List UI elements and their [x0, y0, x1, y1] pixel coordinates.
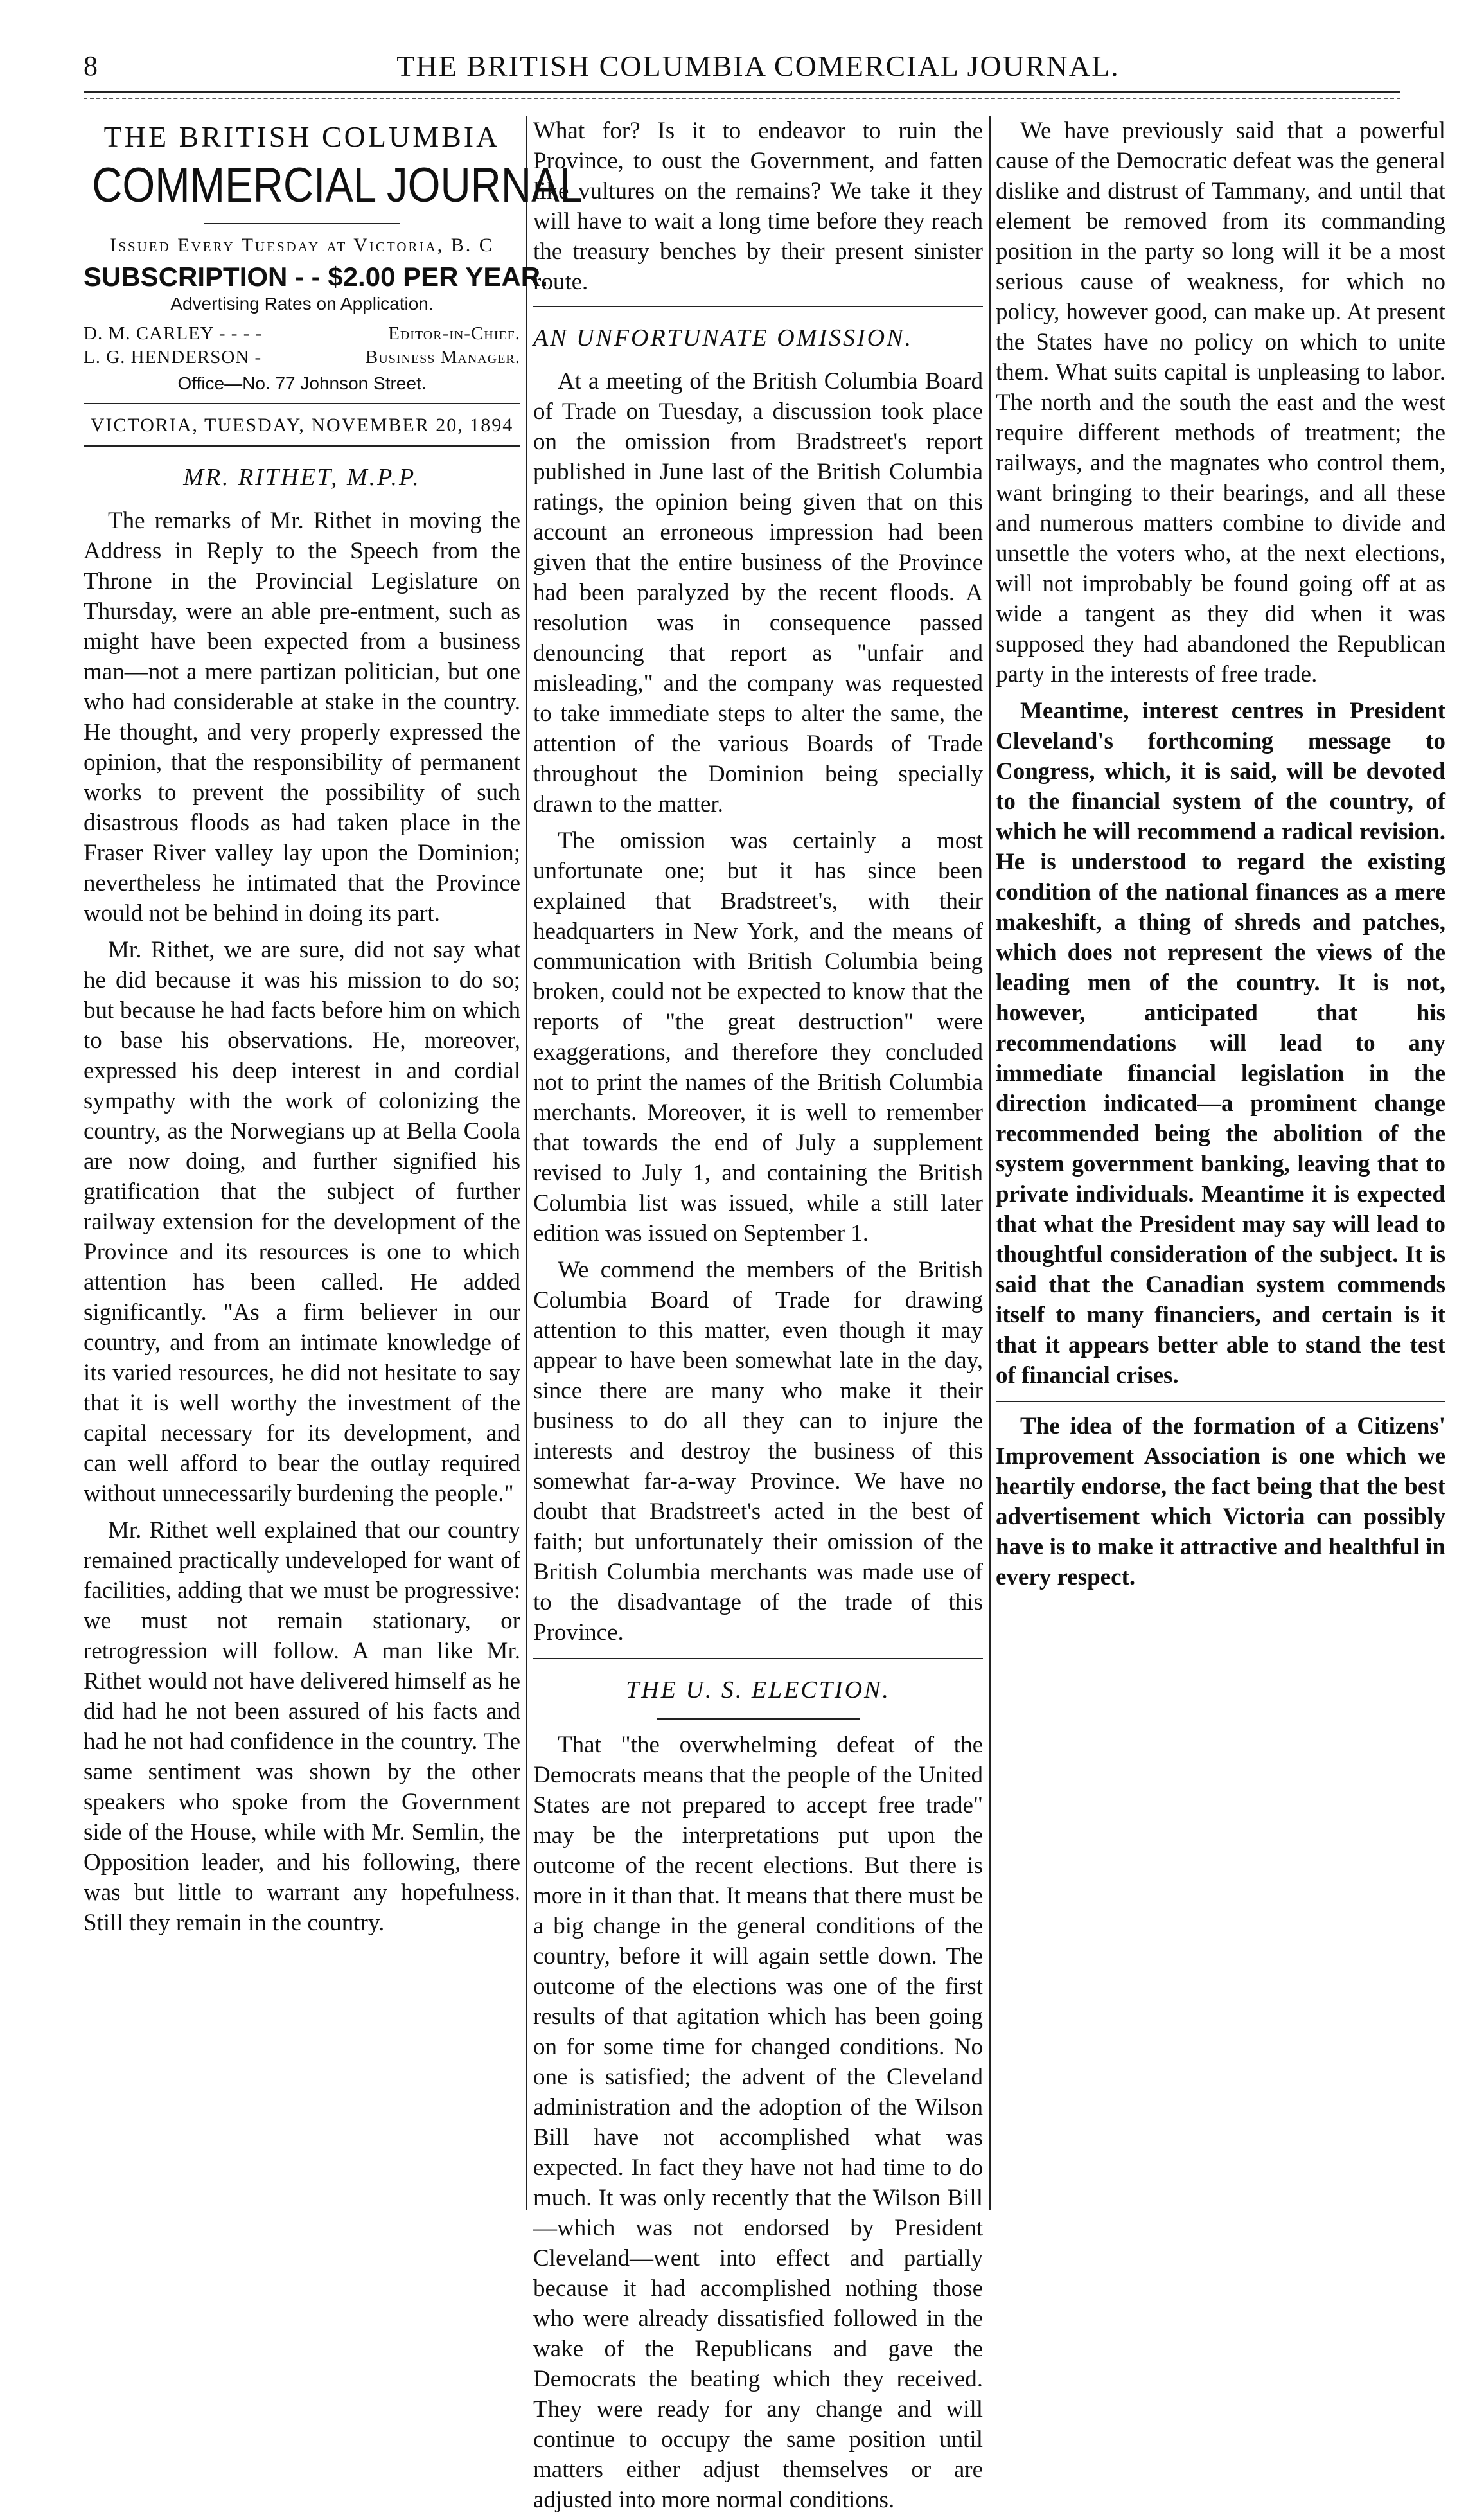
header-rule [84, 91, 1400, 93]
article-paragraph: The omission was certainly a most unfortunate one; but it has since been explained that Bradstreet's, with their headquarters in New York, and the means of communication with British Columbia being broken, could not be expected to know that the reports of "the great destruction" were exaggerations, and therefore they concluded not to print the names of the British Columbia merchants. Moreover, it is well to remember that towards the end of July a supplement revised to July 1, and containing the British Columbia list was issued, while a still later edition was issued on September 1. [533, 828, 983, 1247]
article-paragraph: The idea of the formation of a Citizens' Improvement Association is one which we heartily endorse, the fact being that the best advertisement which Victoria can possibly have is to make it attractive and healthful in every respect. [996, 1413, 1445, 1590]
article-paragraph: Meantime, interest centres in President Cleveland's forthcoming message to Congress, which, it is said, will be devoted to the financial system of the country, of which he will recommend a radical revision. He is understood to regard the existing condition of the national finances as a mere makeshift, a thing of shreds and patches, which does not represent the views of the leading men of the country. It is not, however, anticipated that his recommendations will lead to any immediate financial legislation in the direction indicated—a prominent change recommended being the abolition of the system government banking, leaving that to private individuals. Meantime it is expected that what the President may say will lead to thoughtful consideration of the subject. It is said that the Canadian system commends itself to many financiers, and certain is it that it appears better able to stand the test of financial crises. [996, 698, 1445, 1389]
masthead-line1: THE BRITISH COLUMBIA [103, 120, 500, 153]
dateline-rule [84, 445, 520, 447]
article-paragraph: We commend the members of the British Columbia Board of Trade for drawing attention to this matter, even though it may appear to have been somewhat late in the day, since there are many who make it their business to do all they can to injure the interests and destroy the business of this somewhat far-a-way Province. We have no doubt that Bradstreet's acted in the best of faith; but unfortunately their omission of the British Columbia merchants was made use of to the disadvantage of the trade of this Province. [533, 1257, 983, 1646]
article-paragraph: What for? Is it to endeavor to ruin the Province, to oust the Government, and fatten like vultures on the remains? We take it they will have to wait a long time before they reach the treasury benches by their present sinister route. [533, 118, 983, 295]
staff-name: L. G. HENDERSON - [84, 347, 262, 368]
column-1 [84, 116, 583, 2210]
heading-rule [657, 1718, 860, 1720]
page-number: 8 [84, 49, 98, 82]
staff-name: D. M. CARLEY - - - - [84, 323, 263, 344]
column-divider [526, 116, 527, 2210]
article-double-rule [533, 1657, 983, 1659]
article-paragraph: The remarks of Mr. Rithet in moving the Address in Reply to the Speech from the Throne in the Provincial Legislature on Thursday, were an able pre-entment, such as might have been expected from a business man—not a mere partizan politician, but one who had considerable at stake in the country. He thought, and very properly expressed the opinion, that the responsibility of permanent works to prevent the possibility of such disastrous floods as had taken place in the Fraser River valley lay upon the Dominion; nevertheless he intimated that the Province would not be behind in doing its part. [84, 508, 520, 927]
article-heading: AN UNFORTUNATE OMISSION. [533, 324, 913, 351]
staff-role: Business Manager. [365, 347, 520, 368]
header-rule-dashed [84, 98, 1400, 99]
article-paragraph: We have previously said that a powerful cause of the Democratic defeat was the general dislike and distrust of Tammany, and until that element be removed from its commanding position in the party so long will it be a most serious cause of weakness, for which no policy, however good, can make up. At present the States have no policy on which to unite them. What suits capital is unpleasing to labor. The north and the south the east and the west require different methods of treatment; the railways, and the magnates who control them, want bringing to their bearings, and all these and numerous matters combine to divide and unsettle the voters who, at the next elections, will not improbably be found going off at as wide a tangent as they did when it was supposed they had abandoned the Republican party in the interests of free trade. [996, 118, 1445, 688]
running-title: THE BRITISH COLUMBIA COMERCIAL JOURNAL. [396, 49, 1120, 82]
article-paragraph: At a meeting of the British Columbia Board of Trade on Tuesday, a discussion took place on the omission from Bradstreet's report published in June last of the British Columbia ratings, the opinion being given that on this account an erroneous impression had been given that the entire business of the Province had been paralyzed by the recent floods. A resolution was in consequence passed denouncing that report as "unfair and misleading," and the company was requested to take immediate steps to alter the same, the attention of the various Boards of Trade throughout the Dominion being specially drawn to the matter. [533, 368, 983, 817]
article-heading: MR. RITHET, M.P.P. [183, 464, 421, 491]
masthead-rule [204, 223, 400, 224]
subscription-line: SUBSCRIPTION - - $2.00 PER YEAR. [84, 262, 548, 292]
article-heading: THE U. S. ELECTION. [626, 1676, 890, 1703]
dateline: VICTORIA, TUESDAY, NOVEMBER 20, 1894 [90, 414, 514, 436]
staff-row [84, 347, 520, 368]
article-double-rule [996, 1400, 1445, 1402]
masthead-double-rule [84, 403, 520, 405]
column-2 [533, 116, 983, 2513]
advertising-line: Advertising Rates on Application. [170, 294, 434, 314]
article-paragraph: That "the overwhelming defeat of the Democrats means that the people of the United States are not prepared to accept free trade" may be the interpretations put upon the outcome of the recent elections. But there is more in it than that. It means that there must be a big change in the general conditions of the country, before it will again settle down. The outcome of the elections was one of the first results of that agitation which has been going on for some time for changed conditions. No one is satisfied; the advent of the Cleveland administration and the adoption of the Wilson Bill have not accomplished what was expected. In fact they have not had time to do much. It was only recently that the Wilson Bill—which was not endorsed by President Cleveland—went into effect and partially because it had accomplished nothing those who were already dissatisfied followed in the wake of the Republicans and gave the Democrats the beating which they received. They were ready for any change and will continue to occupy the same position until matters either adjust themselves or are adjusted into more normal conditions. [533, 1732, 983, 2513]
issued-line: Issued Every Tuesday at Victoria, B. C [110, 235, 494, 256]
running-head [84, 46, 1400, 85]
staff-role: Editor-in-Chief. [388, 323, 520, 344]
article-paragraph: Mr. Rithet, we are sure, did not say what he did because it was his mission to do so; but because he had facts before him on which to base his observations. He, moreover, expressed his deep interest in and cordial sympathy with the work of colonizing the country, as the Norwegians up at Bella Coola are now doing, and further signified his gratification that the subject of further railway extension for the development of the Province and its resources is one to which attention has been called. He added significantly. "As a firm believer in our country, and from an intimate knowledge of its varied resources, he did not hesitate to say that it is well worthy the investment of the capital necessary for its development, and can well afford to bear the outlay required without unnecessarily burdening the people." [84, 937, 520, 1507]
masthead-title: COMMERCIAL JOURNAL [92, 158, 583, 213]
column-3 [996, 116, 1445, 2210]
article-rule [533, 306, 983, 307]
staff-row [84, 323, 520, 344]
article-paragraph: Mr. Rithet well explained that our country remained practically undeveloped for want of facilities, adding that we must be progressive: we must not remain stationary, or retrogression will follow. A man like Mr. Rithet would not have delivered himself as he did had he not been assured of his facts and had he not had confidence in the country. The same sentiment was shown by the other speakers who spoke from the Government side of the House, while with Mr. Semlin, the Opposition leader, and his following, there was but little to warrant any hopefulness. Still they remain in the country. [84, 1517, 520, 1936]
office-address: Office—No. 77 Johnson Street. [177, 373, 427, 393]
column-divider [989, 116, 991, 2210]
